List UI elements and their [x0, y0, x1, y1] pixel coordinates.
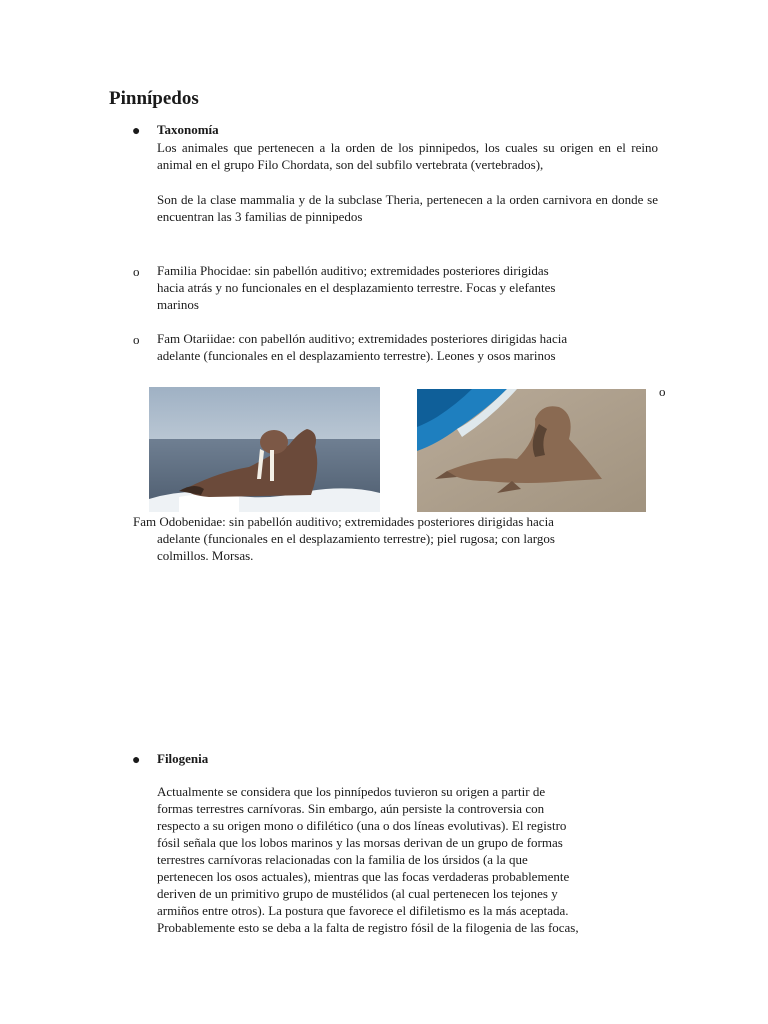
bullet-marker: ●	[132, 124, 141, 139]
text-line: Actualmente se considera que los pinnípedos tuvieron su origen a partir de	[157, 784, 546, 799]
text-line: hacia atrás y no funcionales en el desplazamiento terrestre. Focas y elefantes	[157, 280, 556, 295]
family-phocidae	[157, 262, 677, 313]
text-line: Probablemente esto se deba a la falta de registro fósil de la filogenia de las focas,	[157, 920, 579, 935]
list-marker: o	[133, 332, 140, 347]
text-line: deriven de un primitivo grupo de mustélidos (al cual pertenecen los tejones y	[157, 886, 558, 901]
text-line: armiños entre otros). La postura que favorece el difiletismo es la más aceptada.	[157, 903, 569, 918]
text-line: formas terrestres carnívoras. Sin embargo, aún persiste la controversia con	[157, 801, 545, 816]
walrus-photo	[149, 387, 380, 512]
family-otariidae	[157, 330, 677, 364]
text-line: Fam Odobenidae: sin pabellón auditivo; extremidades posteriores dirigidas hacia	[133, 514, 554, 529]
text-line: Familia Phocidae: sin pabellón auditivo; extremidades posteriores dirigidas	[157, 263, 549, 278]
family-odobenidae	[133, 513, 673, 564]
elephant-seal-photo	[417, 389, 646, 512]
phylogeny-paragraph	[157, 783, 677, 936]
text-line: respecto a su origen mono o difilético (una o dos líneas evolutivas). El registro	[157, 818, 567, 833]
section-heading-taxonomy: Taxonomía	[157, 122, 219, 137]
taxonomy-paragraph-2: Son de la clase mammalia y de la subclase Theria, pertenecen a la orden carnivora en donde se encuentran las 3 familias de pinnipedos	[157, 192, 658, 224]
text-line: marinos	[157, 297, 199, 312]
text-line: pertenecen los osos actuales), mientras que las focas verdaderas probablemente	[157, 869, 570, 884]
text-line: terrestres carnívoras relacionadas con la familia de los úrsidos (a la que	[157, 852, 528, 867]
list-marker: o	[659, 384, 666, 399]
text-line: adelante (funcionales en el desplazamiento terrestre). Leones y osos marinos	[157, 348, 556, 363]
taxonomy-paragraph-1: Los animales que pertenecen a la orden de los pinnipedos, los cuales su origen en el reino animal en el grupo Filo Chordata, son del subfilo vertebrata (vertebrados),	[157, 140, 658, 172]
list-marker: o	[133, 264, 140, 279]
text-line: colmillos. Morsas.	[157, 548, 254, 563]
text-line: fósil señala que los lobos marinos y las morsas derivan de un grupo de formas	[157, 835, 563, 850]
bullet-marker: ●	[132, 753, 141, 768]
page-title: Pinnípedos	[109, 88, 199, 109]
section-heading-phylogeny: Filogenia	[157, 751, 209, 766]
text-line: adelante (funcionales en el desplazamiento terrestre); piel rugosa; con largos	[157, 531, 555, 546]
text-line: Fam Otariidae: con pabellón auditivo; extremidades posteriores dirigidas hacia	[157, 331, 568, 346]
